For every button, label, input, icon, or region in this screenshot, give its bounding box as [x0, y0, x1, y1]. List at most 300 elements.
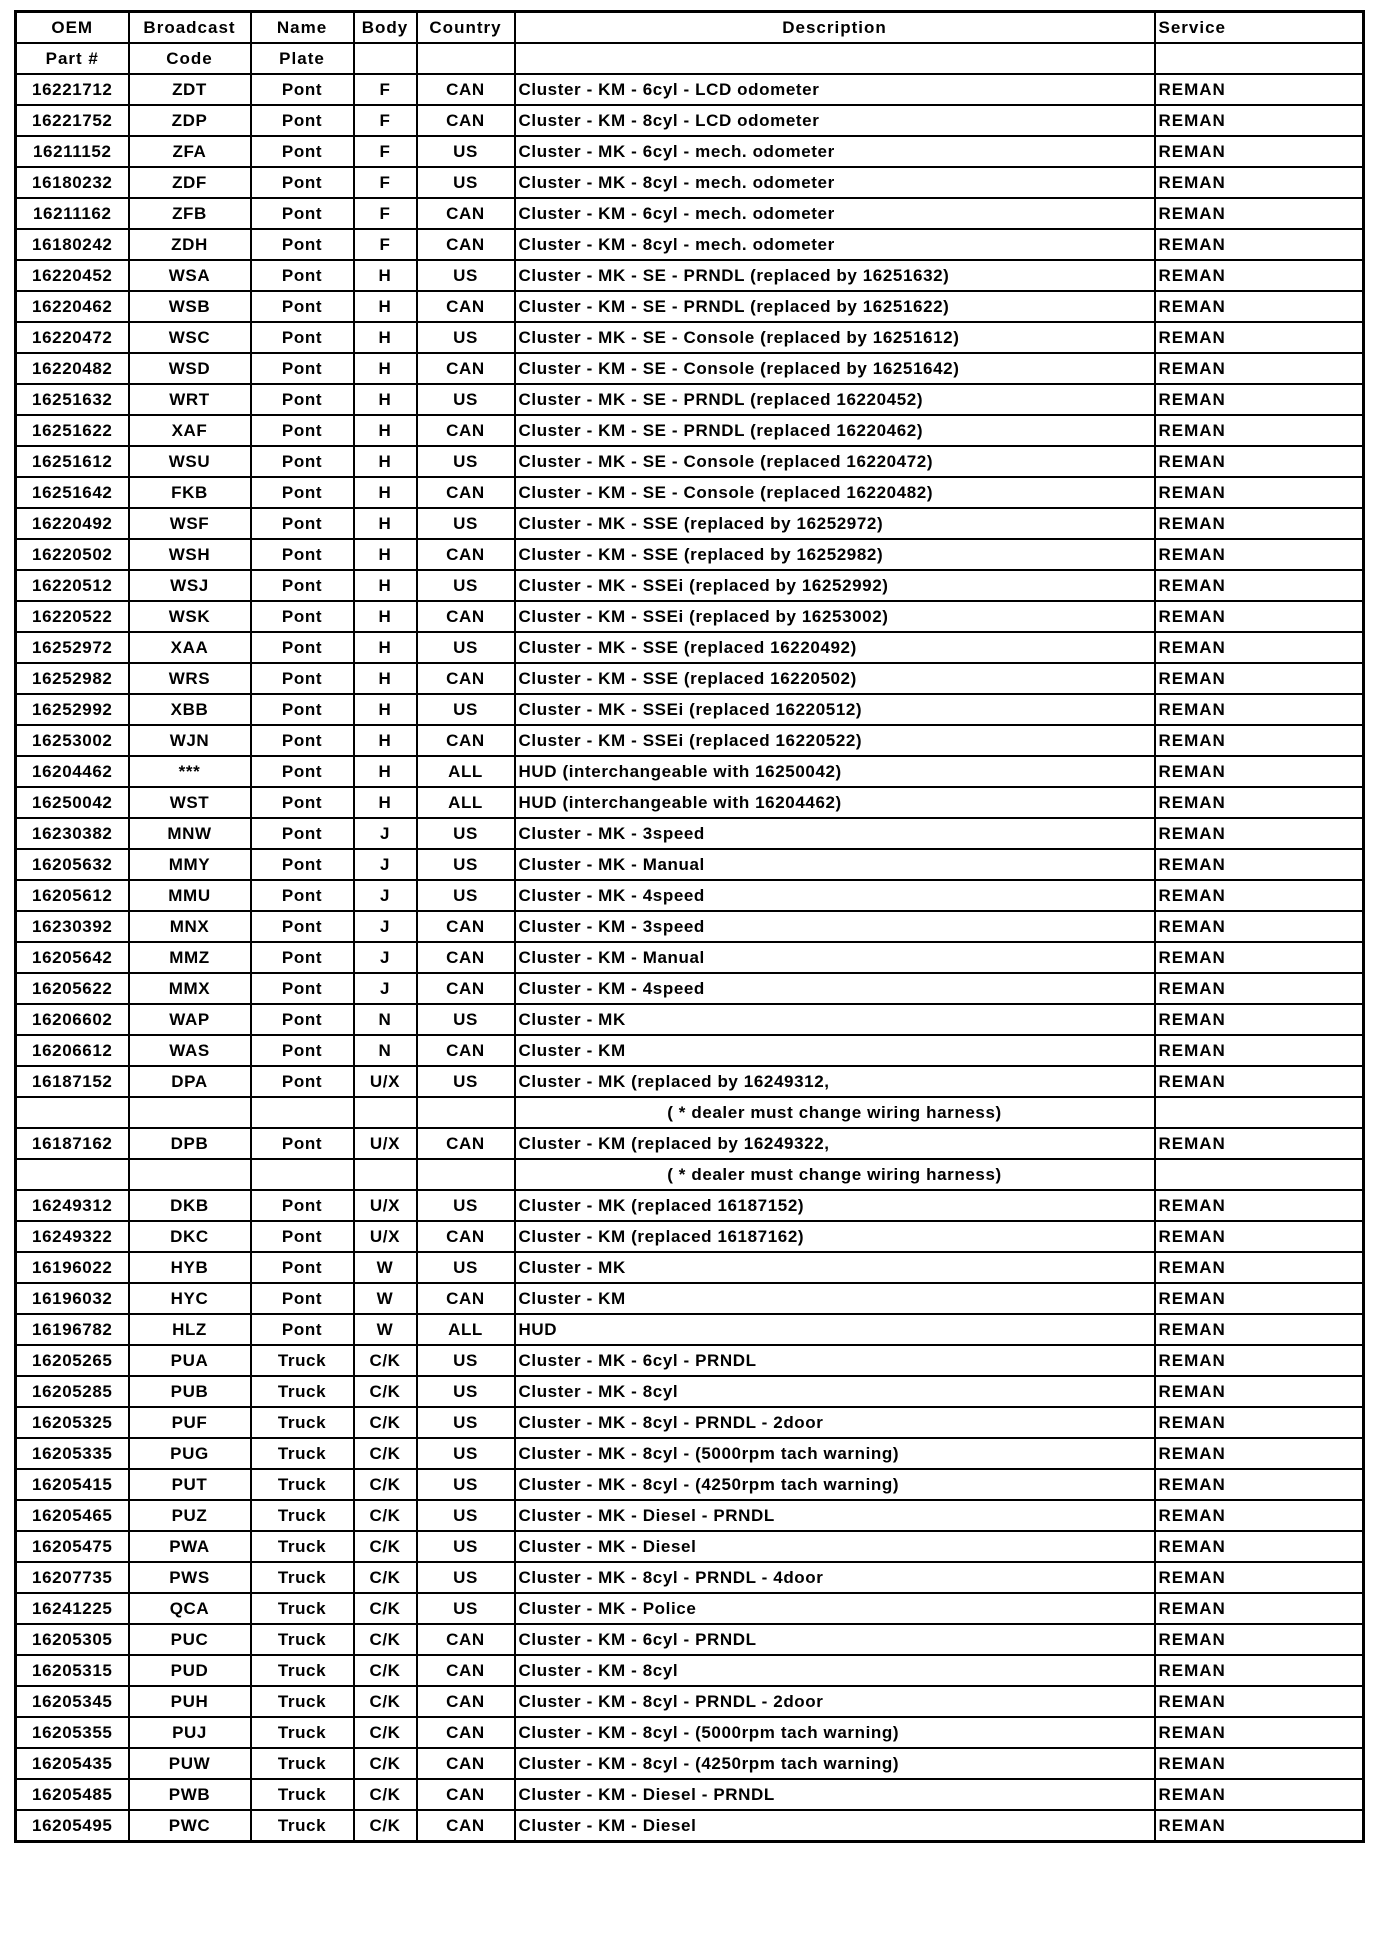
cell-oem-part: 16249322 — [16, 1221, 129, 1252]
cell-service: REMAN — [1155, 973, 1364, 1004]
cell-country: US — [417, 384, 515, 415]
cell-body: H — [354, 384, 417, 415]
cell-service: REMAN — [1155, 663, 1364, 694]
cell-country: CAN — [417, 1624, 515, 1655]
cell-broadcast-code: PWS — [129, 1562, 251, 1593]
table-row — [16, 756, 1364, 787]
cell-name-plate: Pont — [251, 787, 354, 818]
cell-country: ALL — [417, 787, 515, 818]
cell-name-plate — [251, 1159, 354, 1190]
cell-broadcast-code — [129, 1159, 251, 1190]
cell-name-plate: Pont — [251, 229, 354, 260]
cell-description: Cluster - KM - SE - Console (replaced by 16251642) — [515, 353, 1155, 384]
cell-broadcast-code: DKC — [129, 1221, 251, 1252]
cell-body: U/X — [354, 1066, 417, 1097]
cell-country: CAN — [417, 1717, 515, 1748]
cell-oem-part: 16205265 — [16, 1345, 129, 1376]
cell-service: REMAN — [1155, 446, 1364, 477]
cell-service: REMAN — [1155, 415, 1364, 446]
cell-country: US — [417, 1190, 515, 1221]
cell-body: C/K — [354, 1376, 417, 1407]
cell-oem-part: 16252992 — [16, 694, 129, 725]
cell-broadcast-code: XAF — [129, 415, 251, 446]
cell-broadcast-code: HYB — [129, 1252, 251, 1283]
cell-description: Cluster - MK - 8cyl - (5000rpm tach warning) — [515, 1438, 1155, 1469]
cell-service: REMAN — [1155, 570, 1364, 601]
cell-country: US — [417, 1469, 515, 1500]
cell-description: Cluster - MK - SSEi (replaced by 16252992) — [515, 570, 1155, 601]
table-row — [16, 74, 1364, 105]
cell-description: Cluster - MK - 3speed — [515, 818, 1155, 849]
cell-oem-part: 16211162 — [16, 198, 129, 229]
cell-broadcast-code: PUD — [129, 1655, 251, 1686]
cell-broadcast-code: XAA — [129, 632, 251, 663]
header-name-plate: Plate — [251, 43, 354, 74]
cell-description: HUD (interchangeable with 16204462) — [515, 787, 1155, 818]
cell-description: Cluster - KM - Diesel - PRNDL — [515, 1779, 1155, 1810]
cell-broadcast-code: PUT — [129, 1469, 251, 1500]
cell-broadcast-code: PUA — [129, 1345, 251, 1376]
cell-service: REMAN — [1155, 1066, 1364, 1097]
cell-service: REMAN — [1155, 1562, 1364, 1593]
cell-broadcast-code: DPB — [129, 1128, 251, 1159]
cell-oem-part: 16251632 — [16, 384, 129, 415]
header-row — [16, 12, 1364, 44]
cell-name-plate: Pont — [251, 1252, 354, 1283]
table-row — [16, 1376, 1364, 1407]
cell-description: Cluster - KM - 4speed — [515, 973, 1155, 1004]
cell-oem-part: 16251622 — [16, 415, 129, 446]
table-row — [16, 570, 1364, 601]
cell-country: US — [417, 322, 515, 353]
cell-name-plate: Truck — [251, 1686, 354, 1717]
cell-name-plate: Pont — [251, 601, 354, 632]
table-row — [16, 1035, 1364, 1066]
cell-service: REMAN — [1155, 1593, 1364, 1624]
cell-service: REMAN — [1155, 880, 1364, 911]
cell-description: Cluster - MK - 8cyl — [515, 1376, 1155, 1407]
cell-oem-part: 16250042 — [16, 787, 129, 818]
table-row — [16, 1500, 1364, 1531]
table-row — [16, 694, 1364, 725]
cell-broadcast-code: PUG — [129, 1438, 251, 1469]
cell-body: H — [354, 322, 417, 353]
cell-oem-part: 16220472 — [16, 322, 129, 353]
cell-broadcast-code: PUW — [129, 1748, 251, 1779]
cell-service: REMAN — [1155, 477, 1364, 508]
cell-country: US — [417, 1376, 515, 1407]
cell-body: F — [354, 167, 417, 198]
cell-name-plate: Pont — [251, 818, 354, 849]
table-row — [16, 632, 1364, 663]
cell-broadcast-code: PWB — [129, 1779, 251, 1810]
cell-country: CAN — [417, 1128, 515, 1159]
cell-body: H — [354, 632, 417, 663]
cell-oem-part: 16207735 — [16, 1562, 129, 1593]
cell-description: Cluster - KM - 8cyl - mech. odometer — [515, 229, 1155, 260]
table-row — [16, 1686, 1364, 1717]
cell-oem-part: 16205435 — [16, 1748, 129, 1779]
header-row — [16, 43, 1364, 74]
cell-description: Cluster - KM - 8cyl — [515, 1655, 1155, 1686]
cell-name-plate: Pont — [251, 291, 354, 322]
cell-body: H — [354, 508, 417, 539]
cell-oem-part: 16205495 — [16, 1810, 129, 1842]
cell-broadcast-code: PUJ — [129, 1717, 251, 1748]
cell-service: REMAN — [1155, 74, 1364, 105]
cell-country: US — [417, 446, 515, 477]
cell-service: REMAN — [1155, 1221, 1364, 1252]
cell-body: U/X — [354, 1221, 417, 1252]
cell-service: REMAN — [1155, 942, 1364, 973]
table-row — [16, 942, 1364, 973]
cell-oem-part: 16220502 — [16, 539, 129, 570]
cell-country: US — [417, 632, 515, 663]
header-oem-part: OEM — [16, 12, 129, 44]
cell-broadcast-code: PUC — [129, 1624, 251, 1655]
cell-name-plate: Pont — [251, 446, 354, 477]
cell-description: Cluster - MK — [515, 1004, 1155, 1035]
cell-body: H — [354, 353, 417, 384]
cell-oem-part: 16205335 — [16, 1438, 129, 1469]
cell-country: CAN — [417, 1283, 515, 1314]
cell-broadcast-code: XBB — [129, 694, 251, 725]
cell-body: F — [354, 105, 417, 136]
cell-service: REMAN — [1155, 1469, 1364, 1500]
cell-oem-part: 16211152 — [16, 136, 129, 167]
cell-name-plate: Truck — [251, 1438, 354, 1469]
cell-body: C/K — [354, 1500, 417, 1531]
cell-name-plate: Pont — [251, 1004, 354, 1035]
cell-name-plate: Pont — [251, 1035, 354, 1066]
cell-service: REMAN — [1155, 1655, 1364, 1686]
cell-description: Cluster - MK - Diesel - PRNDL — [515, 1500, 1155, 1531]
cell-name-plate: Truck — [251, 1748, 354, 1779]
table-row — [16, 1066, 1364, 1097]
cell-country: CAN — [417, 601, 515, 632]
cell-service: REMAN — [1155, 353, 1364, 384]
cell-country: CAN — [417, 229, 515, 260]
cell-country: CAN — [417, 1035, 515, 1066]
cell-body: F — [354, 74, 417, 105]
note-row — [16, 1097, 1364, 1128]
table-row — [16, 1190, 1364, 1221]
cell-name-plate: Pont — [251, 1190, 354, 1221]
cell-service: REMAN — [1155, 1624, 1364, 1655]
cell-oem-part: 16220492 — [16, 508, 129, 539]
cell-oem-part: 16205355 — [16, 1717, 129, 1748]
cell-description: Cluster - MK - 4speed — [515, 880, 1155, 911]
cell-body: H — [354, 725, 417, 756]
cell-country: US — [417, 508, 515, 539]
cell-name-plate: Pont — [251, 136, 354, 167]
cell-body: H — [354, 415, 417, 446]
cell-country: CAN — [417, 1779, 515, 1810]
cell-service: REMAN — [1155, 1190, 1364, 1221]
cell-description: Cluster - KM - 8cyl - (4250rpm tach warning) — [515, 1748, 1155, 1779]
cell-service — [1155, 1097, 1364, 1128]
cell-broadcast-code: MMY — [129, 849, 251, 880]
cell-description: ( * dealer must change wiring harness) — [515, 1159, 1155, 1190]
cell-name-plate: Pont — [251, 632, 354, 663]
cell-description: Cluster - KM - Manual — [515, 942, 1155, 973]
cell-description: Cluster - KM - SSE (replaced 16220502) — [515, 663, 1155, 694]
header-body — [354, 43, 417, 74]
cell-name-plate: Pont — [251, 74, 354, 105]
cell-country: US — [417, 849, 515, 880]
cell-name-plate: Pont — [251, 694, 354, 725]
cell-country: CAN — [417, 1748, 515, 1779]
header-country: Country — [417, 12, 515, 44]
cell-oem-part — [16, 1159, 129, 1190]
cell-body: H — [354, 756, 417, 787]
cell-oem-part: 16205345 — [16, 1686, 129, 1717]
cell-country: US — [417, 1593, 515, 1624]
cell-service: REMAN — [1155, 911, 1364, 942]
cell-country: CAN — [417, 198, 515, 229]
cell-country — [417, 1159, 515, 1190]
table-row — [16, 1531, 1364, 1562]
cell-description: HUD — [515, 1314, 1155, 1345]
cell-description: Cluster - MK - 8cyl - PRNDL - 2door — [515, 1407, 1155, 1438]
cell-oem-part: 16251642 — [16, 477, 129, 508]
cell-oem-part: 16220512 — [16, 570, 129, 601]
header-country — [417, 43, 515, 74]
cell-description: Cluster - MK - Diesel — [515, 1531, 1155, 1562]
cell-broadcast-code: PUH — [129, 1686, 251, 1717]
cell-country: US — [417, 1066, 515, 1097]
cell-body: C/K — [354, 1717, 417, 1748]
cell-country: US — [417, 570, 515, 601]
cell-broadcast-code: WAP — [129, 1004, 251, 1035]
cell-service: REMAN — [1155, 539, 1364, 570]
header-name-plate: Name — [251, 12, 354, 44]
cell-country: CAN — [417, 415, 515, 446]
cell-oem-part: 16249312 — [16, 1190, 129, 1221]
cell-service: REMAN — [1155, 508, 1364, 539]
cell-oem-part: 16251612 — [16, 446, 129, 477]
cell-description: Cluster - KM - 6cyl - PRNDL — [515, 1624, 1155, 1655]
cell-service: REMAN — [1155, 1438, 1364, 1469]
cell-body: F — [354, 229, 417, 260]
cell-broadcast-code: WSH — [129, 539, 251, 570]
cell-name-plate — [251, 1097, 354, 1128]
cell-name-plate: Pont — [251, 353, 354, 384]
table-row — [16, 1655, 1364, 1686]
cell-description: Cluster - KM - SE - Console (replaced 16220482) — [515, 477, 1155, 508]
cell-body: C/K — [354, 1593, 417, 1624]
cell-service: REMAN — [1155, 1500, 1364, 1531]
cell-country: US — [417, 167, 515, 198]
cell-body: H — [354, 539, 417, 570]
cell-service: REMAN — [1155, 1128, 1364, 1159]
cell-body: W — [354, 1252, 417, 1283]
cell-broadcast-code: HLZ — [129, 1314, 251, 1345]
cell-body: C/K — [354, 1686, 417, 1717]
cell-country: US — [417, 1438, 515, 1469]
cell-description: Cluster - KM — [515, 1283, 1155, 1314]
cell-oem-part: 16205475 — [16, 1531, 129, 1562]
cell-body: C/K — [354, 1407, 417, 1438]
cell-body: C/K — [354, 1748, 417, 1779]
parts-table-body — [16, 12, 1364, 1842]
header-body: Body — [354, 12, 417, 44]
cell-oem-part: 16187152 — [16, 1066, 129, 1097]
cell-broadcast-code: DKB — [129, 1190, 251, 1221]
table-row — [16, 1748, 1364, 1779]
cell-body: N — [354, 1004, 417, 1035]
cell-body: C/K — [354, 1624, 417, 1655]
table-row — [16, 1779, 1364, 1810]
cell-name-plate: Pont — [251, 1283, 354, 1314]
cell-oem-part: 16187162 — [16, 1128, 129, 1159]
cell-broadcast-code: FKB — [129, 477, 251, 508]
cell-name-plate: Pont — [251, 973, 354, 1004]
cell-body — [354, 1097, 417, 1128]
cell-broadcast-code: WRS — [129, 663, 251, 694]
cell-body — [354, 1159, 417, 1190]
cell-body: J — [354, 818, 417, 849]
cell-service: REMAN — [1155, 601, 1364, 632]
cell-broadcast-code: MNW — [129, 818, 251, 849]
cell-country: CAN — [417, 353, 515, 384]
header-description — [515, 43, 1155, 74]
cell-description: Cluster - MK - SSE (replaced by 16252972) — [515, 508, 1155, 539]
cell-name-plate: Pont — [251, 849, 354, 880]
cell-broadcast-code: QCA — [129, 1593, 251, 1624]
cell-name-plate: Pont — [251, 1314, 354, 1345]
table-row — [16, 167, 1364, 198]
cell-description: Cluster - KM — [515, 1035, 1155, 1066]
cell-broadcast-code — [129, 1097, 251, 1128]
cell-country: CAN — [417, 725, 515, 756]
cell-service: REMAN — [1155, 818, 1364, 849]
table-row — [16, 1624, 1364, 1655]
cell-country: CAN — [417, 291, 515, 322]
cell-name-plate: Pont — [251, 539, 354, 570]
cell-name-plate: Pont — [251, 260, 354, 291]
table-row — [16, 539, 1364, 570]
cell-description: Cluster - MK - 8cyl - mech. odometer — [515, 167, 1155, 198]
cell-body: H — [354, 291, 417, 322]
cell-service: REMAN — [1155, 756, 1364, 787]
cell-name-plate: Pont — [251, 1221, 354, 1252]
cell-service: REMAN — [1155, 136, 1364, 167]
cell-broadcast-code: MNX — [129, 911, 251, 942]
cell-broadcast-code: ZDF — [129, 167, 251, 198]
cell-name-plate: Truck — [251, 1624, 354, 1655]
cell-service: REMAN — [1155, 198, 1364, 229]
cell-description: Cluster - KM - SSEi (replaced 16220522) — [515, 725, 1155, 756]
table-row — [16, 601, 1364, 632]
cell-name-plate: Truck — [251, 1531, 354, 1562]
cell-description: HUD (interchangeable with 16250042) — [515, 756, 1155, 787]
cell-body: J — [354, 880, 417, 911]
cell-country: ALL — [417, 756, 515, 787]
cell-broadcast-code: WSD — [129, 353, 251, 384]
cell-description: Cluster - MK - 6cyl - PRNDL — [515, 1345, 1155, 1376]
header-broadcast-code: Broadcast — [129, 12, 251, 44]
cell-service: REMAN — [1155, 632, 1364, 663]
cell-broadcast-code: ZFA — [129, 136, 251, 167]
cell-service: REMAN — [1155, 260, 1364, 291]
cell-body: J — [354, 849, 417, 880]
cell-broadcast-code: MMZ — [129, 942, 251, 973]
parts-table — [14, 10, 1365, 1843]
cell-oem-part: 16230382 — [16, 818, 129, 849]
cell-body: H — [354, 787, 417, 818]
cell-description: Cluster - KM (replaced by 16249322, — [515, 1128, 1155, 1159]
cell-description: Cluster - KM - 8cyl - (5000rpm tach warning) — [515, 1717, 1155, 1748]
cell-oem-part: 16252982 — [16, 663, 129, 694]
table-row — [16, 1810, 1364, 1842]
cell-description: Cluster - KM - Diesel — [515, 1810, 1155, 1842]
table-row — [16, 229, 1364, 260]
cell-body: C/K — [354, 1438, 417, 1469]
cell-description: Cluster - MK - SE - Console (replaced 16220472) — [515, 446, 1155, 477]
table-row — [16, 1438, 1364, 1469]
cell-service: REMAN — [1155, 1686, 1364, 1717]
table-row — [16, 446, 1364, 477]
cell-broadcast-code: WSA — [129, 260, 251, 291]
cell-name-plate: Pont — [251, 570, 354, 601]
cell-country: US — [417, 1345, 515, 1376]
cell-country: CAN — [417, 477, 515, 508]
cell-description: Cluster - MK - SSEi (replaced 16220512) — [515, 694, 1155, 725]
table-row — [16, 1469, 1364, 1500]
cell-broadcast-code: ZDT — [129, 74, 251, 105]
cell-country: CAN — [417, 942, 515, 973]
table-row — [16, 415, 1364, 446]
cell-name-plate: Truck — [251, 1345, 354, 1376]
cell-name-plate: Truck — [251, 1655, 354, 1686]
cell-broadcast-code: ZFB — [129, 198, 251, 229]
cell-country: CAN — [417, 74, 515, 105]
table-row — [16, 291, 1364, 322]
cell-broadcast-code: HYC — [129, 1283, 251, 1314]
cell-oem-part: 16205612 — [16, 880, 129, 911]
cell-name-plate: Pont — [251, 1066, 354, 1097]
cell-broadcast-code: PUF — [129, 1407, 251, 1438]
cell-country: US — [417, 1407, 515, 1438]
cell-service: REMAN — [1155, 167, 1364, 198]
cell-oem-part: 16206612 — [16, 1035, 129, 1066]
cell-body: C/K — [354, 1779, 417, 1810]
header-service: Service — [1155, 12, 1364, 44]
cell-oem-part: 16252972 — [16, 632, 129, 663]
cell-country: US — [417, 1500, 515, 1531]
cell-country: US — [417, 136, 515, 167]
table-row — [16, 663, 1364, 694]
cell-oem-part: 16205632 — [16, 849, 129, 880]
cell-country: US — [417, 818, 515, 849]
cell-name-plate: Truck — [251, 1717, 354, 1748]
cell-country: CAN — [417, 911, 515, 942]
cell-service: REMAN — [1155, 1252, 1364, 1283]
cell-body: F — [354, 136, 417, 167]
cell-service: REMAN — [1155, 1717, 1364, 1748]
cell-service: REMAN — [1155, 1748, 1364, 1779]
cell-oem-part: 16205465 — [16, 1500, 129, 1531]
cell-oem-part: 16206602 — [16, 1004, 129, 1035]
table-row — [16, 1128, 1364, 1159]
cell-oem-part: 16220462 — [16, 291, 129, 322]
table-row — [16, 818, 1364, 849]
cell-body: U/X — [354, 1128, 417, 1159]
cell-name-plate: Pont — [251, 415, 354, 446]
cell-broadcast-code: WSU — [129, 446, 251, 477]
cell-body: J — [354, 911, 417, 942]
